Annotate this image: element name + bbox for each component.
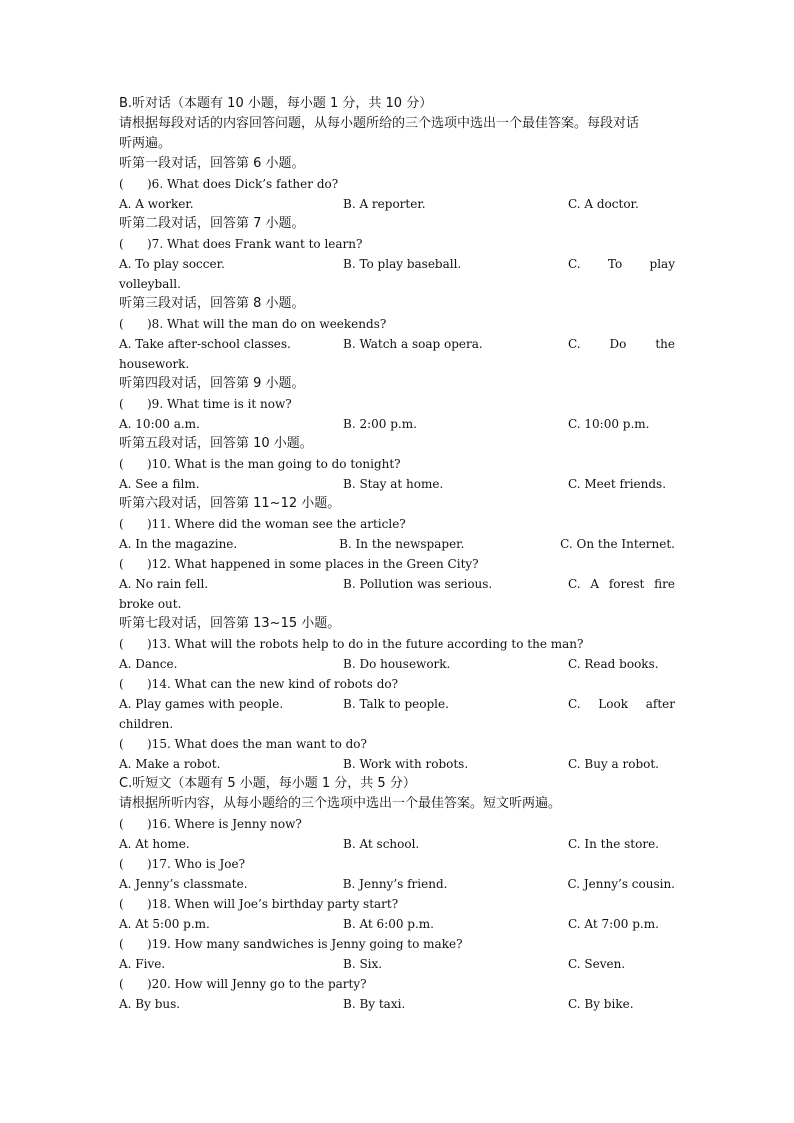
option-c: C. At 7:00 p.m.	[568, 917, 659, 931]
option-a: A. No rain fell.	[119, 577, 209, 591]
option-b: B. At school.	[343, 837, 420, 851]
option-c: C. Buy a robot.	[568, 757, 659, 771]
question-text: )20. How will Jenny go to the party?	[147, 977, 367, 991]
text-line: 听第四段对话，回答第 9 小题。	[119, 376, 305, 391]
option-word: C.	[568, 337, 581, 351]
option-a: A. 10:00 a.m.	[119, 417, 200, 431]
option-c: C. Jenny’s cousin.	[567, 877, 675, 891]
answer-blank: (	[119, 397, 124, 411]
text-line: volleyball.	[119, 277, 181, 291]
text-line: 听第七段对话，回答第 13~15 小题。	[119, 616, 341, 631]
option-b: B. Talk to people.	[343, 697, 449, 711]
option-c: C. Read books.	[568, 657, 659, 671]
text-line: 听第一段对话，回答第 6 小题。	[119, 156, 305, 171]
worksheet	[119, 94, 675, 1014]
question-line	[119, 174, 675, 194]
options-row	[119, 754, 675, 774]
question-line	[119, 734, 675, 754]
option-word: forest	[608, 577, 645, 591]
option-a: A. At home.	[119, 837, 190, 851]
option-c	[568, 574, 675, 594]
option-b: B. Six.	[343, 957, 383, 971]
answer-blank: (	[119, 177, 124, 191]
option-b: B. Pollution was serious.	[343, 577, 493, 591]
question-text: )10. What is the man going to do tonight?	[147, 457, 401, 471]
option-a: A. A worker.	[119, 197, 194, 211]
option-word: fire	[654, 577, 675, 591]
option-c: C. A doctor.	[568, 197, 639, 211]
question-text: )13. What will the robots help to do in the future according to the man?	[147, 637, 584, 651]
question-text: )12. What happened in some places in the Green City?	[147, 557, 479, 571]
options-row	[119, 914, 675, 934]
options-row	[119, 574, 675, 594]
option-c: C. Seven.	[568, 957, 626, 971]
options-row	[119, 534, 675, 554]
text-line: 请根据所听内容，从每小题给的三个选项中选出一个最佳答案。短文听两遍。	[119, 796, 562, 811]
question-line	[119, 514, 675, 534]
question-line	[119, 974, 675, 994]
text-line: B.听对话（本题有 10 小题，每小题 1 分，共 10 分）	[119, 96, 433, 111]
text-line: housework.	[119, 357, 190, 371]
answer-blank: (	[119, 857, 124, 871]
answer-blank: (	[119, 237, 124, 251]
option-b: B. In the newspaper.	[339, 537, 465, 551]
option-word: Look	[598, 697, 628, 711]
option-word: C.	[568, 257, 581, 271]
question-line	[119, 554, 675, 574]
text-line: C.听短文（本题有 5 小题，每小题 1 分，共 5 分）	[119, 776, 416, 791]
answer-blank: (	[119, 737, 124, 751]
options-row	[119, 874, 675, 894]
question-text: )18. When will Joe’s birthday party start?	[147, 897, 399, 911]
question-line	[119, 454, 675, 474]
answer-blank: (	[119, 817, 124, 831]
question-line	[119, 894, 675, 914]
option-c: C. On the Internet.	[560, 537, 675, 551]
options-row	[119, 954, 675, 974]
answer-blank: (	[119, 897, 124, 911]
answer-blank: (	[119, 677, 124, 691]
text-line: 请根据每段对话的内容回答问题，从每小题所给的三个选项中选出一个最佳答案。每段对话	[119, 116, 640, 131]
question-text: )19. How many sandwiches is Jenny going to make?	[147, 937, 463, 951]
option-word: A	[590, 577, 600, 591]
text-line: 听两遍。	[119, 136, 172, 151]
answer-blank: (	[119, 557, 124, 571]
options-row	[119, 334, 675, 354]
option-a: A. Five.	[119, 957, 166, 971]
answer-blank: (	[119, 937, 124, 951]
question-line	[119, 814, 675, 834]
text-line: children.	[119, 717, 174, 731]
option-c	[568, 694, 675, 714]
option-a: A. See a film.	[119, 477, 200, 491]
answer-blank: (	[119, 637, 124, 651]
options-row	[119, 834, 675, 854]
question-text: )6. What does Dick’s father do?	[147, 177, 339, 191]
text-line: 听第六段对话，回答第 11~12 小题。	[119, 496, 341, 511]
options-row	[119, 474, 675, 494]
option-b: B. A reporter.	[343, 197, 426, 211]
question-text: )16. Where is Jenny now?	[147, 817, 302, 831]
option-a: A. Play games with people.	[119, 697, 284, 711]
question-line	[119, 234, 675, 254]
question-text: )14. What can the new kind of robots do?	[147, 677, 399, 691]
question-text: )9. What time is it now?	[147, 397, 292, 411]
option-a: A. By bus.	[119, 997, 181, 1011]
options-row	[119, 654, 675, 674]
question-text: )11. Where did the woman see the article?	[147, 517, 406, 531]
option-a: A. Dance.	[119, 657, 178, 671]
answer-blank: (	[119, 977, 124, 991]
answer-blank: (	[119, 317, 124, 331]
option-word: C.	[568, 697, 581, 711]
text-line: 听第二段对话，回答第 7 小题。	[119, 216, 305, 231]
option-b: B. Watch a soap opera.	[343, 337, 483, 351]
option-b: B. Do housework.	[343, 657, 451, 671]
options-row	[119, 414, 675, 434]
option-b: B. To play baseball.	[343, 257, 462, 271]
option-word: the	[655, 337, 675, 351]
question-line	[119, 674, 675, 694]
answer-blank: (	[119, 457, 124, 471]
option-b: B. Stay at home.	[343, 477, 444, 491]
question-line	[119, 854, 675, 874]
option-c	[568, 254, 675, 274]
option-word: Do	[609, 337, 627, 351]
option-word: after	[645, 697, 675, 711]
options-row	[119, 694, 675, 714]
option-c: C. 10:00 p.m.	[568, 417, 650, 431]
option-a: A. In the magazine.	[119, 537, 238, 551]
option-c: C. By bike.	[568, 997, 634, 1011]
question-line	[119, 394, 675, 414]
option-a: A. To play soccer.	[119, 257, 225, 271]
option-a: A. Make a robot.	[119, 757, 221, 771]
option-word: C.	[568, 577, 581, 591]
option-b: B. Work with robots.	[343, 757, 469, 771]
options-row	[119, 194, 675, 214]
option-c	[568, 334, 675, 354]
option-b: B. By taxi.	[343, 997, 406, 1011]
question-line	[119, 314, 675, 334]
answer-blank: (	[119, 517, 124, 531]
options-row	[119, 254, 675, 274]
question-text: )7. What does Frank want to learn?	[147, 237, 363, 251]
option-a: A. Take after-school classes.	[119, 337, 291, 351]
option-a: A. At 5:00 p.m.	[119, 917, 210, 931]
option-c: C. In the store.	[568, 837, 659, 851]
question-text: )15. What does the man want to do?	[147, 737, 367, 751]
option-b: B. 2:00 p.m.	[343, 417, 417, 431]
question-line	[119, 934, 675, 954]
question-text: )17. Who is Joe?	[147, 857, 246, 871]
text-line: 听第三段对话，回答第 8 小题。	[119, 296, 305, 311]
option-b: B. At 6:00 p.m.	[343, 917, 434, 931]
options-row	[119, 994, 675, 1014]
question-text: )8. What will the man do on weekends?	[147, 317, 387, 331]
option-b: B. Jenny’s friend.	[342, 877, 448, 891]
text-line: 听第五段对话，回答第 10 小题。	[119, 436, 313, 451]
option-a: A. Jenny’s classmate.	[119, 877, 248, 891]
text-line: broke out.	[119, 597, 182, 611]
option-word: To	[607, 257, 623, 271]
option-word: play	[649, 257, 675, 271]
question-line	[119, 634, 675, 654]
option-c: C. Meet friends.	[568, 477, 667, 491]
